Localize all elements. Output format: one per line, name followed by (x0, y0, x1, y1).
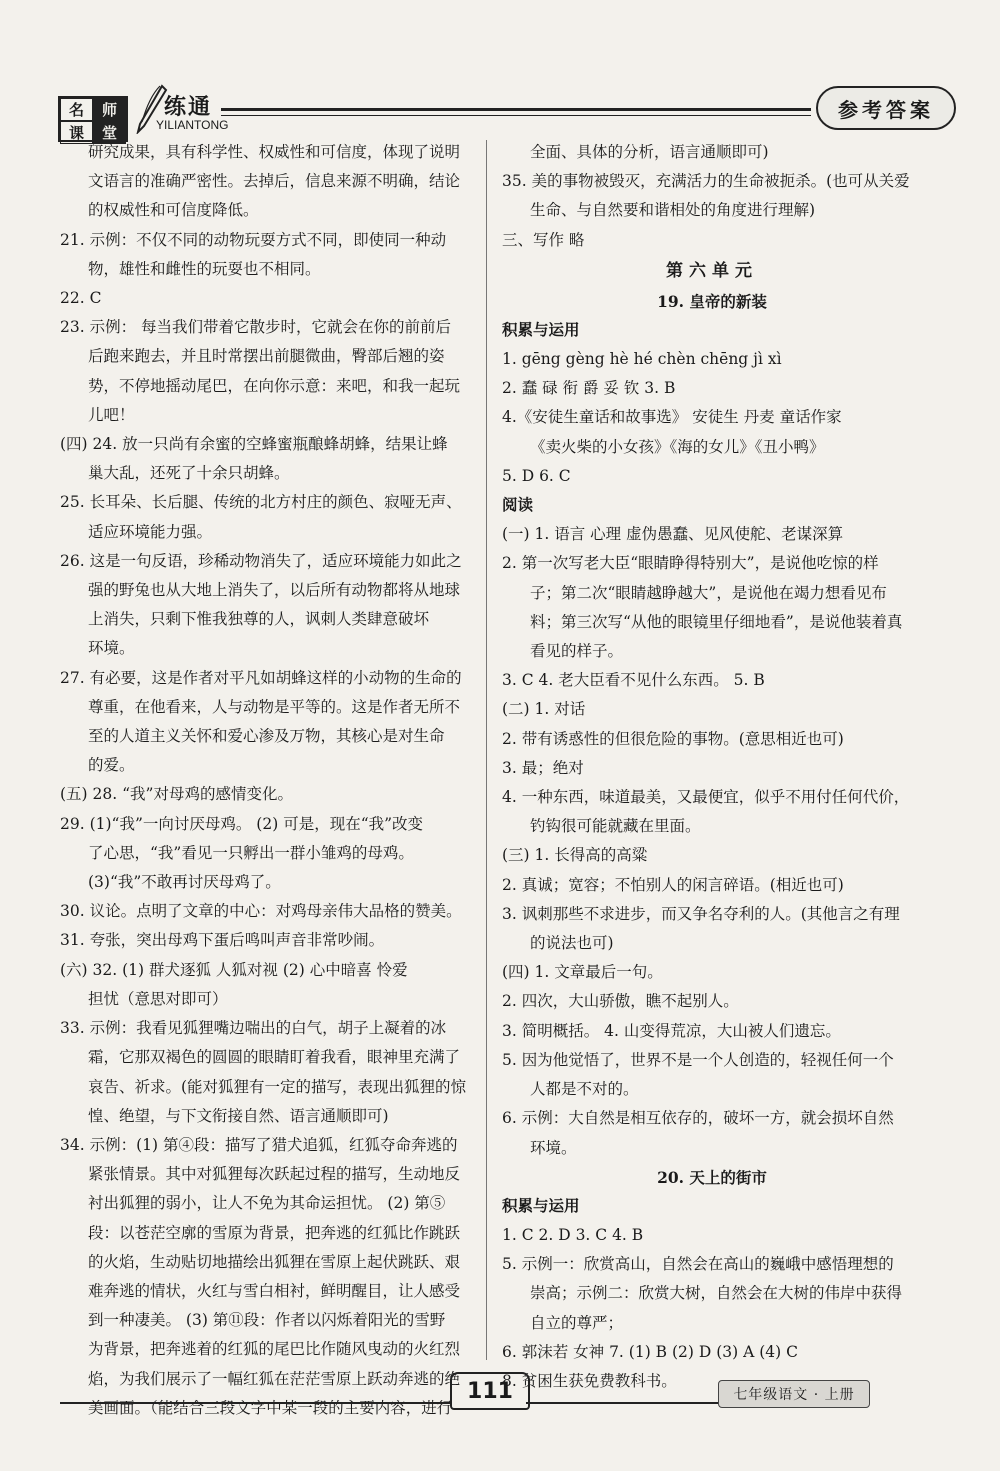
text-line: 环境。 (88, 639, 135, 658)
right-column (502, 138, 922, 1396)
text-line: 儿吧！ (88, 405, 135, 424)
text-line: 1. C 2. D 3. C 4. B (502, 1225, 644, 1244)
text-line: 21. 示例：不仅不同的动物玩耍方式不同，即使同一种动 (60, 230, 447, 249)
text-line: 5. D 6. C (502, 466, 571, 485)
text-line: 2. 四次，大山骄傲，瞧不起别人。 (502, 992, 739, 1011)
text-line: 惶、绝望，与下文衔接自然、语言通顺即可) (88, 1106, 389, 1125)
text-line: 焰，为我们展示了一幅红狐在茫茫雪原上跃动奔逃的绝 (88, 1369, 461, 1388)
logo-char: 名 (60, 98, 93, 121)
text-line: 30. 议论。点明了文章的中心：对鸡母亲伟大品格的赞美。 (60, 902, 462, 921)
text-line: (二) 1. 对话 (502, 700, 586, 719)
text-line: 3. 简明概括。 4. 山变得荒凉，大山被人们遗忘。 (502, 1021, 841, 1040)
text-line: 了心思，“我”看见一只孵出一群小雏鸡的母鸡。 (88, 843, 414, 862)
text-line: 人都是不对的。 (530, 1080, 639, 1099)
lesson-title: 19. 皇帝的新装 (657, 291, 767, 311)
text-line: 29. (1)“我”一向讨厌母鸡。 (2) 可是，现在“我”改变 (60, 814, 424, 833)
text-line: (三) 1. 长得高的高粱 (502, 846, 648, 865)
text-line: 4.《安徒生童话和故事选》 安徒生 丹麦 童话作家 (502, 408, 842, 427)
text-line: 物，雄性和雌性的玩耍也不相同。 (88, 259, 321, 278)
text-line: 2. 蠢 碌 衔 爵 妥 钦 3. B (502, 379, 676, 398)
lesson-title: 20. 天上的街市 (657, 1167, 767, 1187)
page-footer (0, 1372, 1000, 1412)
text-line: (四) 1. 文章最后一句。 (502, 963, 663, 982)
text-line: 34. 示例：(1) 第④段：描写了猎犬追狐，红狐夺命奔逃的 (60, 1135, 458, 1154)
section-heading: 积累与运用 (502, 1196, 580, 1215)
text-line: 27. 有必要，这是作者对平凡如胡蜂这样的小动物的生命的 (60, 668, 462, 687)
text-line: 适应环境能力强。 (88, 522, 213, 541)
text-line: 钓钩很可能就藏在里面。 (530, 817, 701, 836)
unit-title: 第六单元 (666, 260, 758, 281)
footer-rule (60, 1402, 450, 1404)
text-line: 自立的尊严； (530, 1313, 624, 1332)
text-line: 1. gēng gèng hè hé chèn chēng jì xì (502, 350, 782, 369)
text-line: 2. 带有诱惑性的但很危险的事物。(意思相近也可) (502, 729, 844, 748)
text-line: 崇高；示例二：欣赏大树，自然会在大树的伟岸中获得 (530, 1284, 903, 1303)
text-line: 到一种凄美。 (3) 第⑪段：作者以闪烁着阳光的雪野 (88, 1311, 446, 1330)
text-line: 料；第三次写“从他的眼镜里仔细地看”，是说他装着真 (530, 612, 903, 631)
text-line: 巢大乱，还死了十余只胡蜂。 (88, 464, 290, 483)
text-line: 全面、具体的分析，语言通顺即可) (530, 143, 769, 161)
column-divider (486, 140, 487, 1360)
footer-rule (526, 1402, 718, 1404)
text-line: 23. 示例： 每当我们带着它散步时，它就会在你的前前后 (60, 318, 452, 337)
text-line: 2. 真诚；宽容；不怕别人的闲言碎语。(相近也可) (502, 875, 844, 894)
text-line: 美画面。（能结合三段文字中某一段的主要内容，进行 (88, 1398, 453, 1417)
text-line: 段：以苍茫空廓的雪原为背景，把奔逃的红狐比作跳跃 (88, 1223, 461, 1242)
text-line: 上消失，只剩下惟我独尊的人，讽刺人类肆意破坏 (88, 610, 430, 629)
text-line: 26. 这是一句反语，珍稀动物消失了，适应环境能力如此之 (60, 551, 462, 570)
text-line: 5. 示例一：欣赏高山，自然会在高山的巍峨中感悟理想的 (502, 1255, 894, 1274)
left-column (60, 138, 470, 1423)
text-line: 33. 示例：我看见狐狸嘴边喘出的白气，胡子上凝着的冰 (60, 1019, 447, 1038)
text-line: 2. 第一次写老大臣“眼睛睁得特别大”，是说他吃惊的样 (502, 554, 879, 573)
grade-tag: 七年级语文 · 上册 (718, 1380, 870, 1408)
brand-name-en: YILIANTONG (156, 118, 229, 132)
brand-name: 练通 (164, 94, 213, 120)
text-line: 至的人道主义关怀和爱心渗及万物，其核心是对生命 (88, 727, 445, 746)
text-line: 难奔逃的情状，火红与雪白相衬，鲜明醒目，让人感受 (88, 1281, 461, 1300)
header-rule (221, 108, 811, 116)
text-line: 文语言的准确严密性。去掉后，信息来源不明确，结论 (88, 172, 461, 191)
answer-badge: 参考答案 (816, 86, 956, 130)
text-line: 22. C (60, 289, 102, 308)
text-line: 担忧（意思对即可） (88, 989, 228, 1008)
text-line: 三、写作 略 (502, 230, 585, 249)
text-line: 35. 美的事物被毁灭，充满活力的生命被扼杀。(也可从关爱 (502, 172, 910, 191)
text-line: 3. C 4. 老大臣看不见什么东西。 5. B (502, 671, 765, 690)
text-line: 6. 示例：大自然是相互依存的，破坏一方，就会损坏自然 (502, 1109, 894, 1128)
section-heading: 积累与运用 (502, 320, 580, 339)
logo-char: 师 (93, 98, 126, 121)
text-line: 的火焰，生动贴切地描绘出狐狸在雪原上起伏跳跃、艰 (88, 1252, 461, 1271)
text-line: 后跑来跑去，并且时常摆出前腿微曲，臀部后翘的姿 (88, 347, 445, 366)
text-line: 衬出狐狸的弱小，让人不免为其命运担忧。 (2) 第⑤ (88, 1194, 446, 1213)
text-line: 看见的样子。 (530, 642, 624, 661)
text-line: 研究成果，具有科学性、权威性和可信度，体现了说明 (88, 143, 461, 161)
text-line: 强的野兔也从大地上消失了，以后所有动物都将从地球 (88, 581, 461, 600)
text-line: 为背景，把奔逃着的红狐的尾巴比作随风曳动的火红烈 (88, 1340, 461, 1359)
text-line: 3. 讽刺那些不求进步，而又争名夺利的人。(其他言之有理 (502, 904, 900, 923)
logo-char: 课 (60, 121, 93, 144)
text-line: 霜，它那双褐色的圆圆的眼睛盯着我看，眼神里充满了 (88, 1048, 461, 1067)
text-line: 31. 夸张，突出母鸡下蛋后鸣叫声音非常吵闹。 (60, 931, 385, 950)
section-heading: 阅读 (502, 496, 534, 515)
text-line: 尊重，在他看来，人与动物是平等的。这是作者无所不 (88, 697, 461, 716)
logo-char: 堂 (93, 121, 126, 144)
text-line: 8. 贫困生获免费教科书。 (502, 1371, 677, 1390)
page-number: 111 (450, 1372, 530, 1410)
text-line: 势，不停地摇动尾巴，在向你示意：来吧，和我一起玩 (88, 376, 461, 395)
logo (58, 96, 128, 142)
text-line: 哀告、祈求。(能对狐狸有一定的描写，表现出狐狸的惊 (88, 1077, 467, 1096)
text-line: 25. 长耳朵、长后腿、传统的北方村庄的颜色、寂哑无声、 (60, 493, 462, 512)
text-line: (四) 24. 放一只尚有余蜜的空蜂蜜瓶酿蜂胡蜂，结果让蜂 (60, 435, 448, 454)
text-line: 3. 最；绝对 (502, 758, 584, 777)
text-line: 环境。 (530, 1138, 577, 1157)
text-line: (五) 28. “我”对母鸡的感情变化。 (60, 785, 293, 804)
text-line: 子；第二次“眼睛越睁越大”，是说他在竭力想看见布 (530, 583, 887, 602)
text-line: 的说法也可) (530, 934, 614, 953)
text-line: 5. 因为他觉悟了，世界不是一个人创造的，轻视任何一个 (502, 1050, 894, 1069)
text-line: 的权威性和可信度降低。 (88, 201, 259, 220)
text-line: 生命、与自然要和谐相处的角度进行理解) (530, 201, 816, 220)
text-line: (一) 1. 语言 心理 虚伪愚蠢、见风使舵、老谋深算 (502, 525, 844, 544)
text-line: 《卖火柴的小女孩》《海的女儿》《丑小鸭》 (530, 437, 825, 456)
text-line: 紧张情景。其中对狐狸每次跃起过程的描写，生动地反 (88, 1165, 461, 1184)
text-line: 6. 郭沫若 女神 7. (1) B (2) D (3) A (4) C (502, 1342, 798, 1361)
text-line: 4. 一种东西，味道最美，又最便宜，似乎不用付任何代价， (502, 788, 910, 807)
text-line: (3)“我”不敢再讨厌母鸡了。 (88, 873, 281, 892)
text-line: 的爱。 (88, 756, 135, 775)
text-line: (六) 32. (1) 群犬逐狐 人狐对视 (2) 心中暗喜 怜爱 (60, 960, 408, 979)
